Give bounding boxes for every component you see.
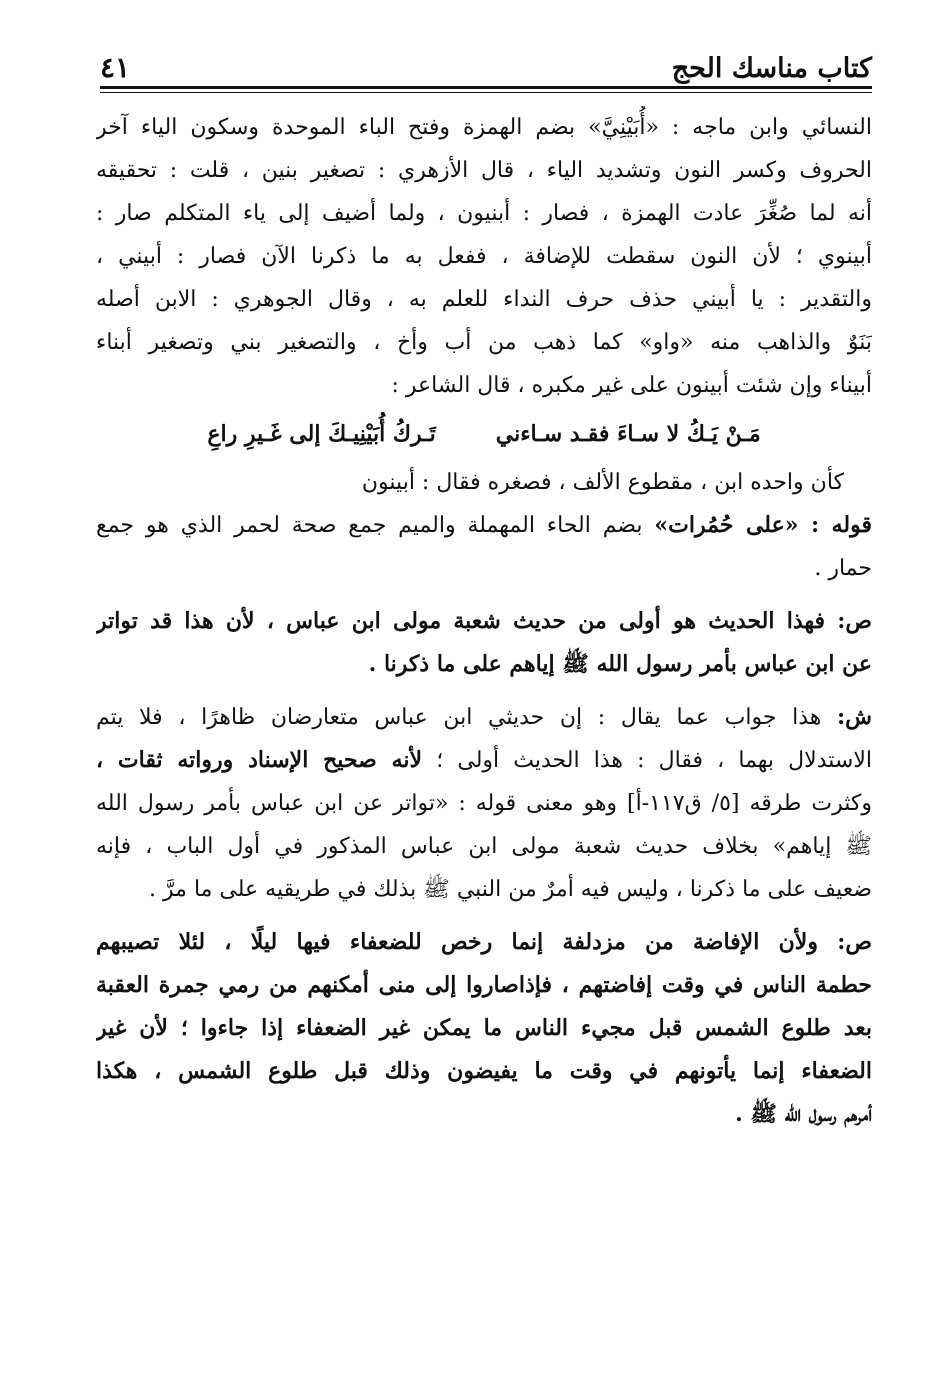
page-header — [100, 40, 872, 84]
quoted-phrase: قوله : «على حُمُرات» — [654, 512, 872, 538]
text-span: هذا جواب عما يقال : إن حديثي ابن عباس متعارضان ظاهرًا ، فلا يتم — [96, 705, 838, 730]
text-line: أبينوي ؛ لأن النون سقطت للإضافة ، ففعل به ما ذكرنا الآن فصار : أبيني ، — [96, 244, 872, 269]
matn-paragraph — [96, 600, 872, 686]
text-line: أمرهم رسول الله ﷺ . — [735, 1101, 872, 1127]
text-line: الحروف وكسر النون وتشديد الياء ، قال الأزهري : تصغير بنين ، قلت : تحقيقه — [96, 158, 872, 183]
text-span: بضم الحاء المهملة والميم جمع صحة لحمر الذي هو جمع — [96, 513, 655, 538]
page-body — [96, 106, 872, 1136]
verse-second-hemistich: تَـركُ أُبَيْنِيـكَ إلى غَـيرِ راعِ — [207, 421, 436, 447]
text-line — [96, 739, 872, 782]
text-line: كأن واحده ابن ، مقطوع الألف ، فصغره فقال : أبينون — [361, 470, 844, 495]
verse-first-hemistich: مَـنْ يَـكُ لا سـاءَ فقـد سـاءني — [495, 421, 761, 447]
text-line: والتقدير : يا أبيني حذف حرف النداء للعلم به ، وقال الجوهري : الابن أصله — [96, 287, 872, 312]
text-line: بعد طلوع الشمس قبل مجيء الناس ما يمكن غير الضعفاء إذا جاءوا ؛ لأن غير — [96, 1015, 872, 1041]
text-line: بَنَوٌ والذاهب منه «واو» كما ذهب من أب وأخ ، والتصغير بني وتصغير أبناء — [96, 330, 872, 355]
text-line: النسائي وابن ماجه : «أُبَيْنِيَّ» بضم الهمزة وفتح الباء الموحدة وسكون الياء آخر — [96, 115, 872, 140]
text-line: عن ابن عباس بأمر رسول الله ﷺ إياهم على ما ذكرنا . — [368, 651, 872, 677]
text-line: أبيناء وإن شئت أبينون على غير مكبره ، قال الشاعر : — [391, 373, 872, 398]
text-line: حمار . — [814, 556, 872, 581]
matn-paragraph — [96, 921, 872, 1136]
text-line: ص: فهذا الحديث هو أولى من حديث شعبة مولى ابن عباس ، لأن هذا قد تواتر — [96, 608, 872, 634]
spacer — [96, 590, 872, 600]
bold-phrase: لأنه صحيح الإسناد ورواته ثقات ، — [96, 747, 423, 773]
spacer — [96, 911, 872, 921]
header-rule — [100, 86, 872, 89]
sharh-marker: ش: — [837, 704, 872, 730]
text-line: حطمة الناس في وقت إفاضتهم ، فإذاصاروا إلى منى أمكنهم من رمي جمرة العقبة — [96, 972, 872, 998]
text-line: وكثرت طرقه [٥/ ق١١٧-أ] وهو معنى قوله : «تواتر عن ابن عباس بأمر رسول الله — [96, 791, 872, 816]
header-rule-thin — [100, 92, 872, 93]
text-line — [96, 504, 872, 547]
text-line: ضعيف على ما ذكرنا ، وليس فيه أمرٌ من النبي ﷺ بذلك في طريقيه على ما مرَّ . — [149, 877, 872, 902]
text-line: ﷺ إياهم» بخلاف حديث شعبة مولى ابن عباس المذكور في أول الباب ، فإنه — [96, 834, 872, 859]
commentary-paragraph — [96, 504, 872, 590]
page-number: ٤١ — [100, 51, 131, 84]
text-line: الضعفاء إنما يأتونهم في وقت ما يفيضون وذلك قبل طلوع الشمس ، هكذا — [96, 1058, 872, 1084]
spacer — [96, 686, 872, 696]
text-line: ص: ولأن الإفاضة من مزدلفة إنما رخص للضعفاء فيها ليلًا ، لئلا تصيبهم — [96, 929, 872, 955]
text-line — [96, 696, 872, 739]
commentary-paragraph — [96, 106, 872, 407]
text-line: أنه لما صُغِّرَ عادت الهمزة ، فصار : أبنيون ، ولما أضيف إلى ياء المتكلم صار : — [96, 201, 872, 226]
poetry-verse — [96, 407, 872, 461]
text-span: الاستدلال بهما ، فقال : هذا الحديث أولى ؛ — [422, 748, 872, 773]
sharh-paragraph — [96, 696, 872, 911]
book-title: كتاب مناسك الحج — [671, 53, 872, 84]
